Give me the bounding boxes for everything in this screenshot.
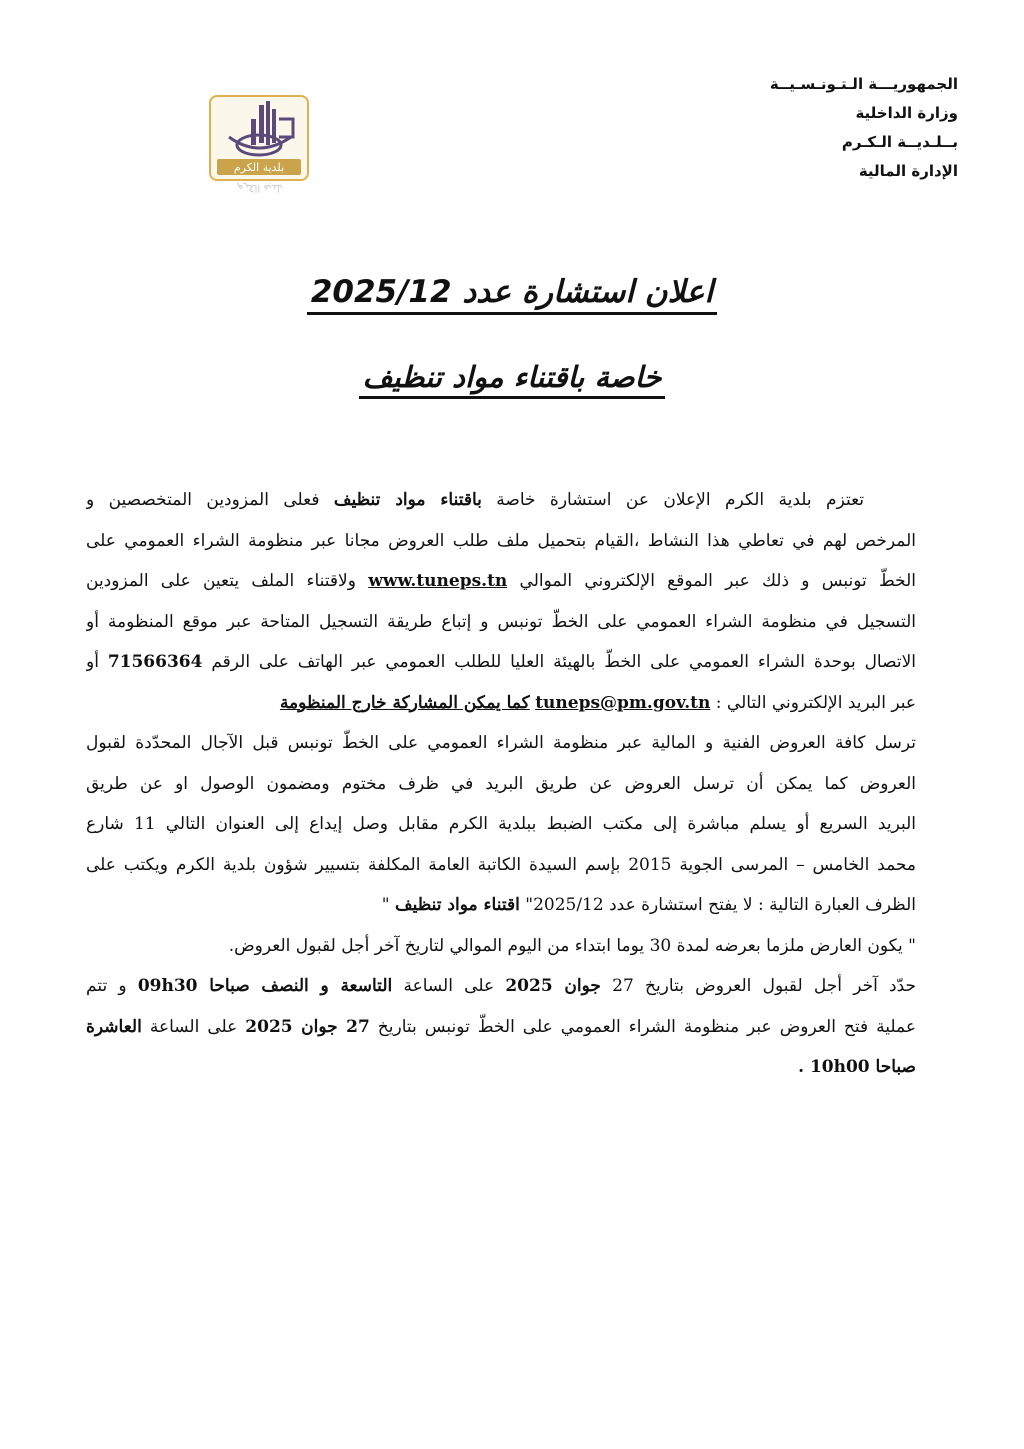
text-segment-bold: التاسعة و النصف صباحا 09h30 (137, 976, 393, 996)
body-line-5 (86, 642, 916, 683)
website-link[interactable]: www.tuneps.tn (368, 571, 508, 591)
header-department: الإدارة المالية (858, 162, 958, 180)
title-number: 2025/12 (310, 274, 452, 310)
body-line-13 (86, 966, 916, 1007)
body-line-3 (86, 561, 916, 602)
text-segment-underlined: كما يمكن المشاركة خارج المنظومة (279, 692, 530, 713)
title-prefix: اعلان استشارة عدد (462, 274, 714, 310)
text-segment: على الساعة (403, 976, 495, 996)
municipality-logo (209, 95, 309, 181)
body-line-7: ترسل كافة العروض الفنية و المالية عبر منظومة الشراء العمومي على الخطّ تونبس قبل الآجال المحدّدة لقبول (86, 733, 916, 753)
body-line-1 (86, 480, 916, 521)
text-segment: الخطّ تونبس و ذلك عبر الموقع الإلكتروني الموالي (519, 571, 916, 591)
header-municipality: بــلـديــة الـكـرم (841, 133, 958, 151)
text-segment: عملية فتح العروض عبر منظومة الشراء العمومي على الخطّ تونبس بتاريخ (377, 1016, 916, 1037)
text-segment: الاتصال بوحدة الشراء العمومي على الخطّ بالهيئة العليا للطلب العمومي عبر الهاتف على الرقم (211, 652, 916, 672)
body-line-11 (86, 885, 916, 926)
logo-reflection: بلدية الكرم (237, 182, 283, 193)
logo-icon (211, 97, 307, 179)
text-segment: ولاقتناء الملف يتعين على المزودين (86, 571, 356, 591)
text-segment: عبر البريد الإلكتروني التالي : (715, 692, 916, 713)
body-line-14 (86, 1007, 916, 1048)
text-segment-bold: جوان 2025 (505, 976, 601, 996)
header-republic: الجمهوريـــة الـتـونـسـيــة (769, 75, 958, 93)
body-line-4: التسجيل في منظومة الشراء العمومي على الخطّ تونبس و إتباع طريقة التسجيل المتاحة عبر موقع المنظومة أو (86, 611, 916, 632)
logo-text: بلدية الكرم (233, 161, 285, 174)
announcement-body (86, 480, 916, 1088)
body-line-12: " يكون العارض ملزما بعرضه لمدة 30 يوما ابتداء من اليوم الموالي لتاريخ آخر أجل لقبول العروض. (228, 935, 916, 956)
text-segment: تعتزم بلدية الكرم الإعلان عن استشارة خاصة (496, 490, 865, 510)
text-segment: على الساعة (149, 1016, 238, 1037)
text-segment: حدّد آخر أجل لقبول العروض بتاريخ 27 (612, 976, 916, 996)
email-link[interactable]: tuneps@pm.gov.tn (535, 692, 711, 713)
body-line-15: صباحا 10h00 . (798, 1057, 916, 1077)
text-segment: و تتم (86, 976, 127, 996)
text-segment: " (381, 895, 390, 915)
text-segment-bold: باقتناء مواد تنظيف (333, 490, 482, 510)
letterhead (698, 70, 958, 186)
text-segment: فعلى المزودين المتخصصين و (86, 490, 320, 510)
announcement-subtitle (0, 360, 1024, 399)
body-line-10: محمد الخامس – المرسى الجوية 2015 بإسم السيدة الكاتبة العامة المكلفة بتسيير شؤون بلدية الكرم ويكتب على (86, 854, 916, 875)
announcement-title (0, 274, 1024, 315)
text-segment: الظرف العبارة التالية : لا يفتح استشارة عدد 2025/12" (525, 895, 916, 915)
header-ministry: وزارة الداخلية (855, 104, 958, 122)
subtitle-text: خاصة باقتناء مواد تنظيف (359, 360, 666, 399)
text-segment-bold: العاشرة (86, 1016, 142, 1037)
phone-number: 71566364 (107, 652, 203, 672)
body-line-6 (86, 683, 916, 724)
text-segment-bold: 27 جوان 2025 (245, 1016, 370, 1037)
text-segment-bold: اقتناء مواد تنظيف (394, 895, 520, 915)
body-line-9: البريد السريع أو يسلم مباشرة إلى مكتب الضبط ببلدية الكرم مقابل وصل إيداع إلى العنوان التالي 11 شارع (86, 814, 916, 834)
text-segment: أو (86, 652, 99, 672)
body-line-2: المرخص لهم في تعاطي هذا النشاط ،القيام بتحميل ملف طلب العروض مجانا عبر منظومة الشراء العمومي على (86, 530, 916, 551)
body-line-8: العروض كما يمكن أن ترسل العروض عن طريق البريد في ظرف مختوم ومضمون الوصول او عن طريق (86, 773, 916, 794)
